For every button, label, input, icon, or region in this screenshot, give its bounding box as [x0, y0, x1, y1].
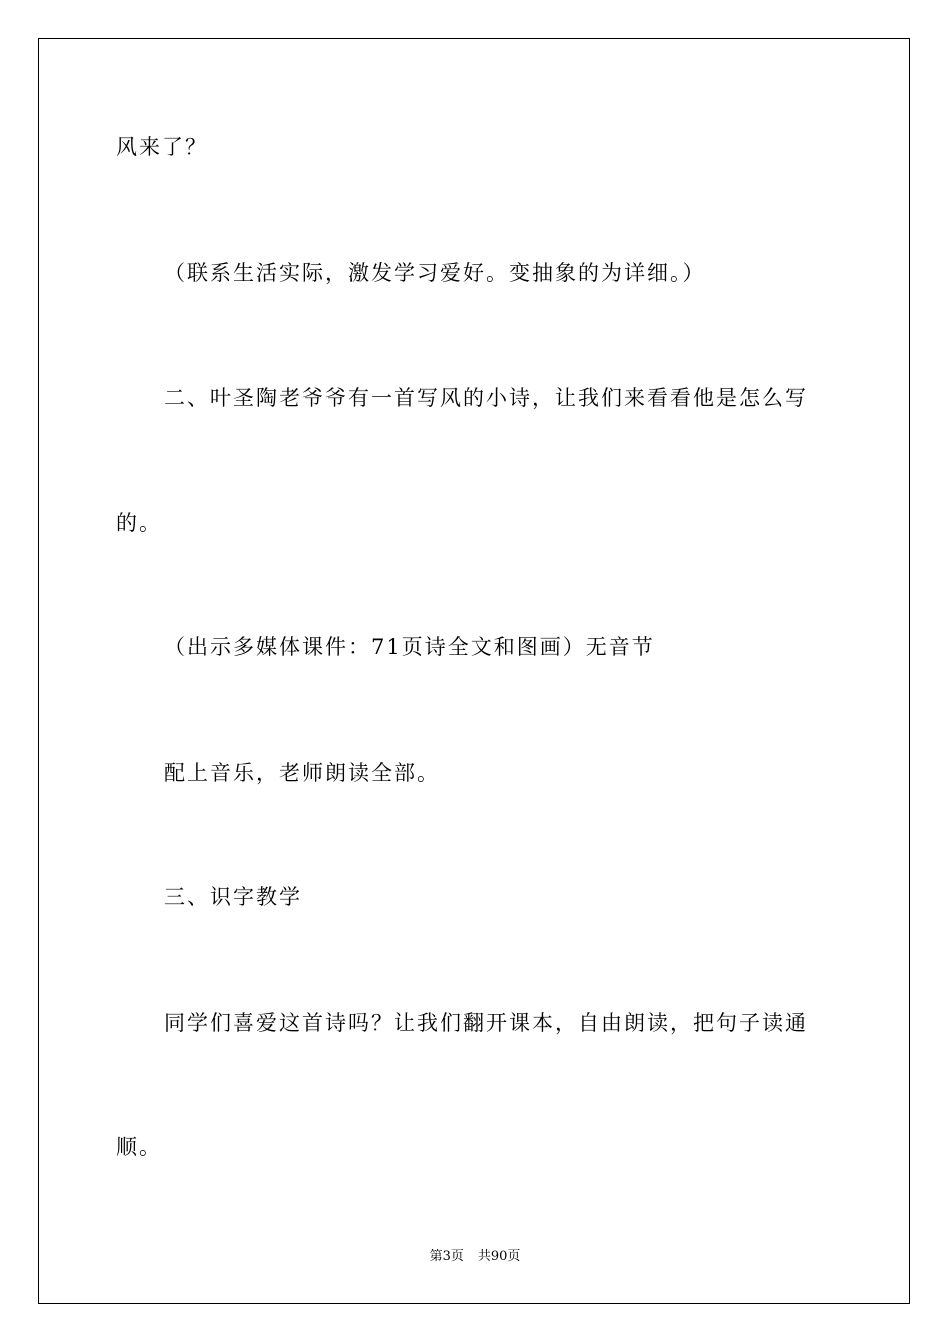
- text-line: 顺。: [116, 1135, 162, 1159]
- text-line: （联系生活实际，激发学习爱好。变抽象的为详细。）: [164, 261, 706, 285]
- page-footer: [0, 1248, 950, 1266]
- text-line: （出示多媒体课件：71页诗全文和图画）无音节: [164, 635, 655, 659]
- text-line: 风来了？: [116, 135, 208, 159]
- page-border: [38, 38, 910, 1304]
- text-line: 配上音乐，老师朗读全部。: [164, 761, 440, 785]
- section-heading: 三、识字教学: [164, 885, 302, 909]
- page-number: 第3页: [429, 1249, 464, 1264]
- text-line: 的。: [116, 511, 162, 535]
- text-line: 二、叶圣陶老爷爷有一首写风的小诗，让我们来看看他是怎么写: [164, 386, 808, 410]
- text-line: 同学们喜爱这首诗吗？让我们翻开课本，自由朗读，把句子读通: [164, 1011, 808, 1035]
- page-total: 共90页: [477, 1249, 521, 1264]
